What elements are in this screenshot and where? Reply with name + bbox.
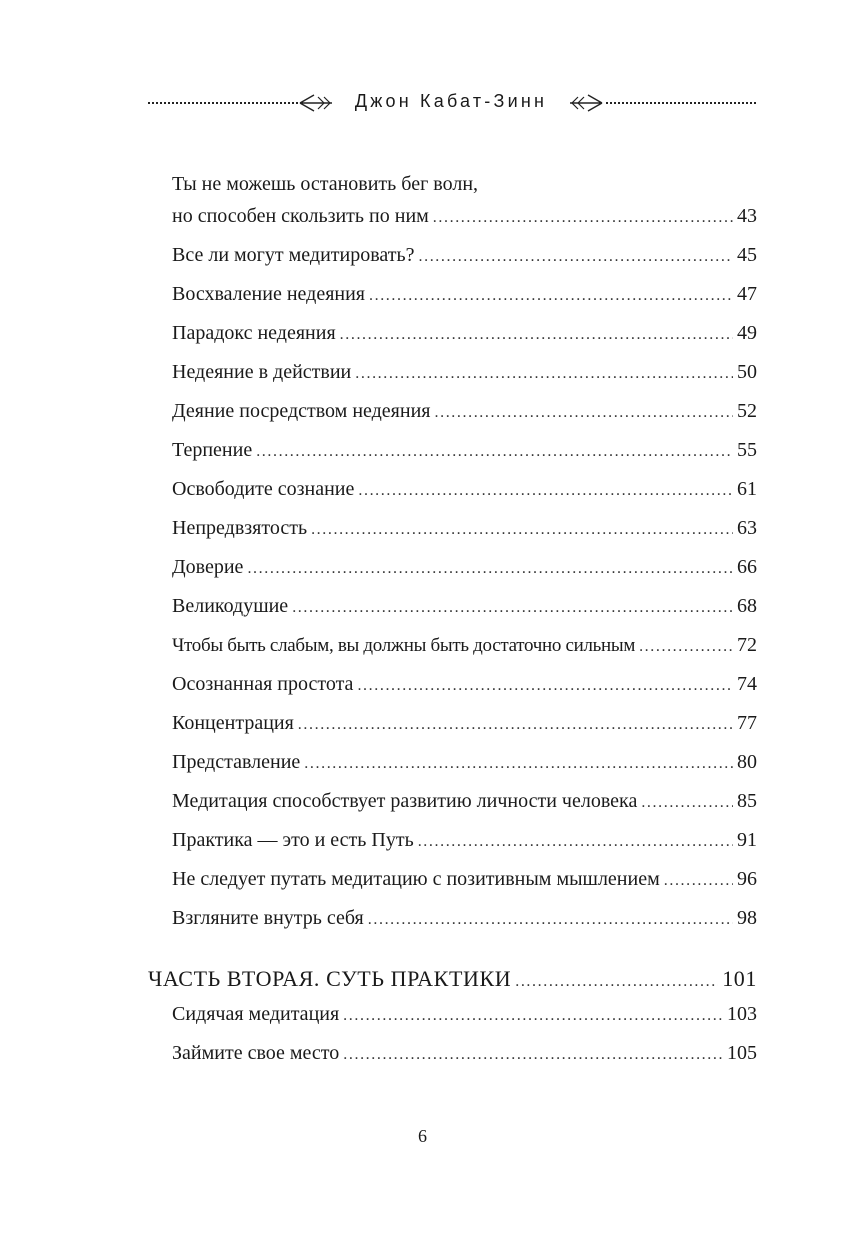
toc-leader-dots — [311, 516, 733, 544]
toc-entry-title: Практика — это и есть Путь — [172, 829, 414, 851]
toc-entry-title-line1: Ты не можешь остановить бег волн, — [172, 173, 479, 195]
toc-leader-dots — [639, 633, 733, 661]
header-rule-left — [148, 102, 298, 104]
toc-entry-page: 45 — [737, 244, 757, 266]
toc-entry-title: Освободите сознание — [172, 478, 355, 500]
toc-entry-title: Все ли могут медитировать? — [172, 244, 415, 266]
toc-entry-title: но способен скользить по ним — [172, 205, 429, 227]
toc-entry — [172, 709, 757, 737]
toc-entry — [172, 865, 757, 893]
toc-entry — [172, 592, 757, 620]
toc-leader-dots — [357, 672, 733, 700]
toc-entry-title: Займите свое место — [172, 1042, 340, 1064]
toc-entry — [172, 631, 757, 659]
arrow-ornament-right-icon — [568, 92, 604, 114]
toc-entry — [172, 826, 757, 854]
toc-entry-page: 72 — [737, 634, 757, 656]
toc-part-heading — [148, 965, 757, 993]
toc-part-title: ЧАСТЬ ВТОРАЯ. СУТЬ ПРАКТИКИ — [148, 966, 512, 991]
toc-leader-dots — [247, 555, 733, 583]
toc-entry — [172, 904, 757, 932]
toc-entry-title: Концентрация — [172, 712, 294, 734]
toc-entry-page: 98 — [737, 907, 757, 929]
toc-entry-page: 63 — [737, 517, 757, 539]
toc-entry — [172, 553, 757, 581]
toc-leader-dots — [298, 711, 733, 739]
toc-leader-dots — [369, 282, 733, 310]
running-header — [148, 88, 756, 118]
toc-entry — [172, 670, 757, 698]
toc-entry-page: 66 — [737, 556, 757, 578]
toc-entry-title: Недеяние в действии — [172, 361, 352, 383]
toc-leader-dots — [433, 204, 733, 232]
toc-leader-dots — [515, 968, 718, 996]
toc-entry-page: 80 — [737, 751, 757, 773]
toc-entry-title: Деяние посредством недеяния — [172, 400, 431, 422]
toc-entry-page: 49 — [737, 322, 757, 344]
toc-leader-dots — [355, 360, 733, 388]
toc-leader-dots — [435, 399, 734, 427]
toc-entry-page: 74 — [737, 673, 757, 695]
toc-entry — [172, 787, 757, 815]
toc-entry-title: Парадокс недеяния — [172, 322, 336, 344]
toc-entry-page: 50 — [737, 361, 757, 383]
toc-entry — [172, 202, 757, 230]
toc-entry-page: 105 — [727, 1042, 757, 1064]
toc-leader-dots — [292, 594, 733, 622]
toc-entry-title: Чтобы быть слабым, вы должны быть достаточно сильным — [172, 635, 636, 656]
toc-entry-title: Медитация способствует развитию личности человека — [172, 790, 638, 812]
toc-entry-title: Осознанная простота — [172, 673, 354, 695]
toc-entry — [172, 436, 757, 464]
toc-leader-dots — [343, 1002, 723, 1030]
toc-leader-dots — [358, 477, 733, 505]
toc-entry-title: Сидячая медитация — [172, 1003, 340, 1025]
toc-entry-page: 96 — [737, 868, 757, 890]
toc-entry — [172, 319, 757, 347]
toc-leader-dots — [256, 438, 733, 466]
toc-entry — [172, 514, 757, 542]
toc-entry-page: 52 — [737, 400, 757, 422]
toc-entry-title: Непредвзятость — [172, 517, 308, 539]
header-author: Джон Кабат-Зинн — [354, 91, 548, 111]
toc-entry-page: 68 — [737, 595, 757, 617]
toc-entry — [172, 241, 757, 269]
toc-entry-title: Взгляните внутрь себя — [172, 907, 364, 929]
toc-leader-dots — [368, 906, 733, 934]
toc-entry-page: 47 — [737, 283, 757, 305]
toc-entry-title: Восхваление недеяния — [172, 283, 365, 305]
toc-leader-dots — [340, 321, 733, 349]
toc-part-page: 101 — [722, 966, 757, 991]
toc-entry-page: 103 — [727, 1003, 757, 1025]
toc-entry-page: 91 — [737, 829, 757, 851]
toc-entry-page: 61 — [737, 478, 757, 500]
toc-entry-page: 43 — [737, 205, 757, 227]
toc-entry — [172, 748, 757, 776]
toc-leader-dots — [304, 750, 733, 778]
toc-entry — [172, 1000, 757, 1028]
toc-entry — [172, 280, 757, 308]
page-number: 6 — [418, 1126, 427, 1146]
toc-entry — [172, 1039, 757, 1067]
toc-entry-title: Не следует путать медитацию с позитивным мышлением — [172, 868, 660, 890]
toc-entry-page: 85 — [737, 790, 757, 812]
header-rule-right — [606, 102, 756, 104]
toc-entry-page: 55 — [737, 439, 757, 461]
toc-leader-dots — [641, 789, 733, 817]
toc-leader-dots — [419, 243, 734, 271]
toc-entry — [172, 397, 757, 425]
arrow-ornament-left-icon — [298, 92, 334, 114]
toc-entry-title: Доверие — [172, 556, 244, 578]
toc-entry — [172, 475, 757, 503]
toc-entry-page: 77 — [737, 712, 757, 734]
toc-entry — [172, 358, 757, 386]
toc-entry-title: Великодушие — [172, 595, 289, 617]
toc-leader-dots — [343, 1041, 723, 1069]
toc-leader-dots — [418, 828, 733, 856]
toc-entry-title: Терпение — [172, 439, 253, 461]
toc-leader-dots — [664, 867, 733, 895]
toc-entry-title: Представление — [172, 751, 301, 773]
